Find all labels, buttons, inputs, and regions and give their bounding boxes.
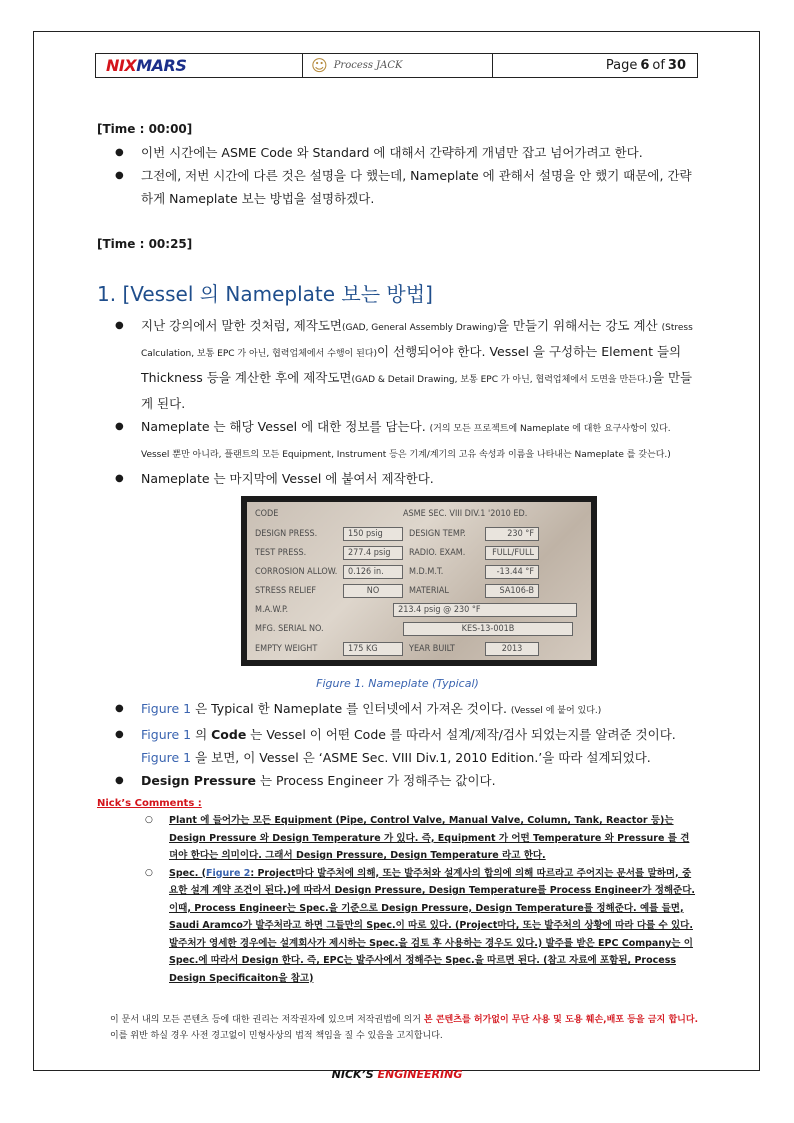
- plate-label: RADIO. EXAM.: [409, 547, 466, 558]
- page-header: [95, 53, 698, 78]
- nicks-comments-list: [97, 812, 698, 987]
- plate-label: DESIGN PRESS.: [255, 528, 318, 539]
- nameplate: [247, 502, 591, 660]
- nixmars-logo: NIXMARS: [106, 56, 187, 75]
- plate-label: CODE: [255, 508, 279, 519]
- copyright-notice: 이 문서 내의 모든 콘텐츠 등에 대한 권리는 저작권자에 있으며 저작권법에 의거 본 콘텐츠를 허가없이 무단 사용 및 도용 훼손,배포 등을 금지 합니다.이를 위반 하실 경우 사전 경고없이 민형사상의 법적 책임을 질 수 있음을 고지합니다.: [110, 1015, 698, 1041]
- list-item: ● Figure 1 의 Code 는 Vessel 이 어떤 Code 를 따라서 설계/제작/검사 되었는지를 알려준 것이다. Figure 1 을 보면, 이 Vessel 은 ‘ASME Sec. VIII Div.1, 2010 Edition.’을 따라 설계되었다.: [97, 723, 698, 769]
- list-item: ● Nameplate 는 해당 Vessel 에 대한 정보를 담는다. (거의 모든 프로젝트에 Nameplate 에 대한 요구사항이 있다. Vessel 뿐만 아니라, 플랜트의 모든 Equipment, Instrument 등은 기계/계기의 고유 속성과 이름을 나타내는 Nameplate 를 갖는다.): [97, 415, 698, 467]
- plate-value: 2013: [485, 642, 539, 656]
- plate-value: KES-13-001B: [403, 622, 573, 636]
- header-center: [303, 54, 493, 77]
- page-number: Page 6 of 30: [605, 58, 686, 73]
- plate-value: 0.126 in.: [343, 565, 403, 579]
- figure-reference-link[interactable]: Figure 1: [141, 750, 192, 765]
- plate-value: ASME SEC. VIII DIV.1 '2010 ED.: [403, 508, 528, 519]
- nicks-comments-title: Nick’s Comments :: [97, 798, 202, 809]
- plate-label: M.D.M.T.: [409, 566, 444, 577]
- logo-cell: [96, 54, 303, 77]
- figure-bullets: [97, 697, 698, 792]
- list-item: ● Design Pressure 는 Process Engineer 가 정해주는 값이다.: [97, 769, 698, 792]
- plate-value: FULL/FULL: [485, 546, 539, 560]
- figure-reference-link[interactable]: Figure 2: [205, 867, 251, 879]
- plate-value: 213.4 psig @ 230 °F: [393, 603, 577, 617]
- plate-label: CORROSION ALLOW.: [255, 566, 338, 577]
- comment-item: ○ Spec. (Figure 2: Project마다 발주처에 의해, 또는 발주처와 설계사의 합의에 의해 따르라고 주어지는 문서를 말하며, 중요한 설계 계약 조건이 된다.)에 따라서 Design Pressure, Design Temperature를 Process Engineer가 정해준다. 이때, Process Engineer는 Spec.을 기준으로 Design Pressure, Design Temperature를 정해준다. 예를 들면, Saudi Aramco가 발주처라고 하면 그들만의 Spec.이 따로 있다. (Project마다, 또는 발주처의 상황에 따라 다를 수 있다. 발주처가 영세한 경우에는 설계회사가 제시하는 Spec.을 검토 후 사용하는 경우도 있다.) 발주를 받은 EPC Company는 이 Spec.에 따라서 Design 한다. 즉, EPC는 발주사에서 정해주는 Spec.을 따르면 된다. (참고 자료에 포함된, Process Design Specificaiton을 참고): [97, 865, 698, 988]
- plate-label: EMPTY WEIGHT: [255, 643, 318, 654]
- plate-label: TEST PRESS.: [255, 547, 307, 558]
- plate-label: YEAR BUILT: [409, 643, 455, 654]
- list-item: ● Figure 1 은 Typical 한 Nameplate 를 인터넷에서 가져온 것이다. (Vessel 에 붙어 있다.): [97, 697, 698, 723]
- plate-label: M.A.W.P.: [255, 604, 289, 615]
- figure-caption: Figure 1. Nameplate (Typical): [316, 677, 479, 690]
- figure-reference-link[interactable]: Figure 1: [141, 701, 192, 716]
- list-item: ● 그전에, 저번 시간에 다른 것은 설명을 다 했는데, Nameplate 에 관해서 설명을 안 했기 때문에, 간략하게 Nameplate 보는 방법을 설명하겠다.: [97, 164, 698, 210]
- plate-value: 150 psig: [343, 527, 403, 541]
- plate-value: NO: [343, 584, 403, 598]
- time-stamp-2: [Time : 00:25]: [97, 237, 193, 251]
- figure-reference-link[interactable]: Figure 1: [141, 727, 192, 742]
- plate-value: -13.44 °F: [485, 565, 539, 579]
- plate-value: 277.4 psig: [343, 546, 403, 560]
- plate-label: STRESS RELIEF: [255, 585, 317, 596]
- time1-bullets: [97, 141, 698, 210]
- comment-item: ○ Plant 에 들어가는 모든 Equipment (Pipe, Control Valve, Manual Valve, Column, Tank, Reactor 등)는 Design Pressure 와 Design Temperature 가 있다. 즉, Equipment 가 어떤 Temperature 와 Pressure 를 견뎌야 한다는 의미이다. 그래서 Design Pressure, Design Temperature 라고 한다.: [97, 812, 698, 865]
- plate-value: SA106-B: [485, 584, 539, 598]
- header-center-text: Process JACK: [333, 60, 403, 71]
- footer-brand: NICK’S ENGINEERING: [331, 1068, 463, 1081]
- plate-label: DESIGN TEMP.: [409, 528, 466, 539]
- list-item: ● 이번 시간에는 ASME Code 와 Standard 에 대해서 간략하게 개념만 잡고 넘어가려고 한다.: [97, 141, 698, 164]
- section-bullets: [97, 314, 698, 490]
- engineer-icon: ☺: [311, 56, 328, 75]
- list-item: ● Nameplate 는 마지막에 Vessel 에 붙여서 제작한다.: [97, 467, 698, 490]
- time-stamp-1: [Time : 00:00]: [97, 122, 193, 136]
- section-heading: 1. [Vessel 의 Nameplate 보는 방법]: [97, 282, 433, 306]
- nameplate-photo: [241, 496, 597, 666]
- plate-label: MFG. SERIAL NO.: [255, 623, 324, 634]
- plate-value: 230 °F: [485, 527, 539, 541]
- list-item: ● 지난 강의에서 말한 것처럼, 제작도면(GAD, General Assembly Drawing)을 만들기 위해서는 강도 계산 (Stress Calculation, 보통 EPC 가 아닌, 협력업체에서 수행이 된다)이 선행되어야 한다. Vessel 을 구성하는 Element 들의 Thickness 등을 계산한 후에 제작도면(GAD & Detail Drawing, 보통 EPC 가 아닌, 협력업체에서 도면을 만든다.)을 만들게 된다.: [97, 314, 698, 415]
- plate-value: 175 KG: [343, 642, 403, 656]
- document-body: [97, 118, 698, 987]
- plate-label: MATERIAL: [409, 585, 449, 596]
